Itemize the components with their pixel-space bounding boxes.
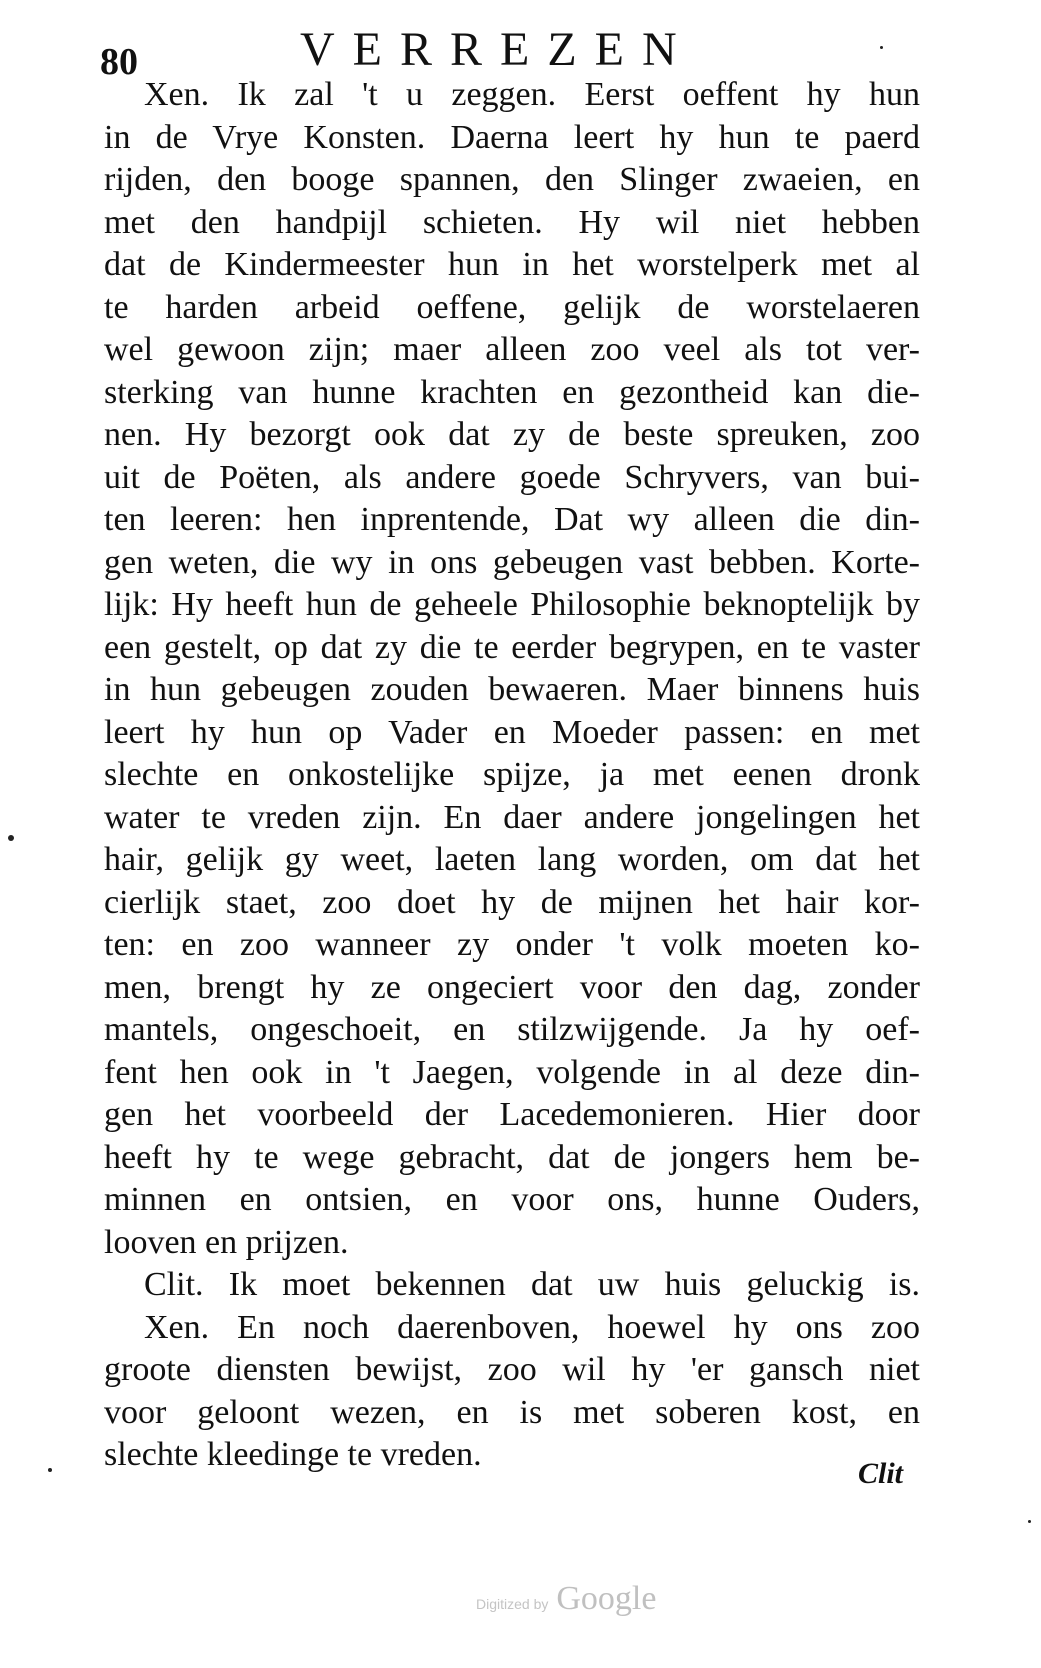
- ink-speck: [1028, 1520, 1031, 1523]
- text-line: groote diensten bewijst, zoo wil hy 'er gansch niet: [104, 1351, 920, 1388]
- text-line: dat de Kindermeester hun in het worstelperk met al: [104, 246, 920, 283]
- text-line: te harden arbeid oeffene, gelijk de worstelaeren: [104, 288, 920, 326]
- text-line: nen. Hy bezorgt ook dat zy de beste spreuken, zoo: [104, 416, 920, 453]
- text-line: met den handpijl schieten. Hy wil niet hebben: [104, 203, 920, 241]
- watermark-logo: Google: [556, 1580, 657, 1617]
- text-line: water te vreden zijn. En daer andere jongelingen het: [104, 798, 920, 836]
- text-line: voor geloont wezen, en is met soberen kost, en: [104, 1393, 920, 1431]
- text-line: men, brengt hy ze ongeciert voor den dag, zonder: [104, 968, 920, 1006]
- text-line: fent hen ook in 't Jaegen, volgende in al deze din-: [104, 1053, 920, 1091]
- text-line: uit de Poëten, als andere goede Schryvers, van bui-: [104, 458, 920, 496]
- text-line: cierlijk staet, zoo doet hy de mijnen het hair kor-: [104, 883, 920, 921]
- text-line: in hun gebeugen zouden bewaeren. Maer binnens huis: [104, 671, 920, 708]
- text-line: ten: en zoo wanneer zy onder 't volk moeten ko-: [104, 926, 920, 963]
- text-line: Clit. Ik moet bekennen dat uw huis geluckig is.: [144, 1266, 920, 1303]
- text-line: slechte en onkostelijke spijze, ja met eenen dronk: [104, 756, 920, 793]
- text-line: rijden, den booge spannen, den Slinger zwaeien, en: [104, 161, 920, 198]
- page-number: 80: [100, 41, 138, 83]
- ink-speck: [8, 835, 14, 841]
- text-line: heeft hy te wege gebracht, dat de jongers hem be-: [104, 1138, 920, 1176]
- running-head: VERREZEN: [300, 23, 695, 76]
- text-line: Xen. Ik zal 't u zeggen. Eerst oeffent hy hun: [144, 76, 920, 113]
- text-line: leert hy hun op Vader en Moeder passen: en met: [104, 713, 920, 751]
- text-line: mantels, ongeschoeit, en stilzwijgende. Ja hy oef-: [104, 1011, 920, 1048]
- text-line: slechte kleedinge te vreden.: [104, 1436, 482, 1473]
- text-line: in de Vrye Konsten. Daerna leert hy hun te paerd: [104, 118, 920, 156]
- text-line: een gestelt, op dat zy die te eerder begrypen, en te vaster: [104, 628, 920, 666]
- watermark-prefix: Digitized by: [476, 1596, 549, 1612]
- text-line: minnen en ontsien, en voor ons, hunne Ouders,: [104, 1181, 920, 1218]
- text-line: Xen. En noch daerenboven, hoewel hy ons zoo: [144, 1308, 920, 1346]
- body-text: [104, 74, 920, 1477]
- ink-speck: [48, 1468, 52, 1472]
- text-line: ten leeren: hen inprentende, Dat wy alleen die din-: [104, 501, 920, 538]
- text-line: hair, gelijk gy weet, laeten lang worden, om dat het: [104, 841, 920, 878]
- text-line: sterking van hunne krachten en gezontheid kan die-: [104, 373, 920, 411]
- text-line: wel gewoon zijn; maer alleen zoo veel als tot ver-: [104, 331, 920, 368]
- ink-speck: [880, 46, 883, 49]
- catchword: Clit: [858, 1457, 904, 1490]
- digitization-watermark: [476, 1580, 656, 1618]
- text-line: gen weten, die wy in ons gebeugen vast bebben. Korte-: [104, 543, 920, 581]
- text-line: gen het voorbeeld der Lacedemonieren. Hier door: [104, 1096, 920, 1133]
- text-line: lijk: Hy heeft hun de geheele Philosophie beknoptelijk by: [104, 586, 920, 623]
- text-line: looven en prijzen.: [104, 1223, 349, 1261]
